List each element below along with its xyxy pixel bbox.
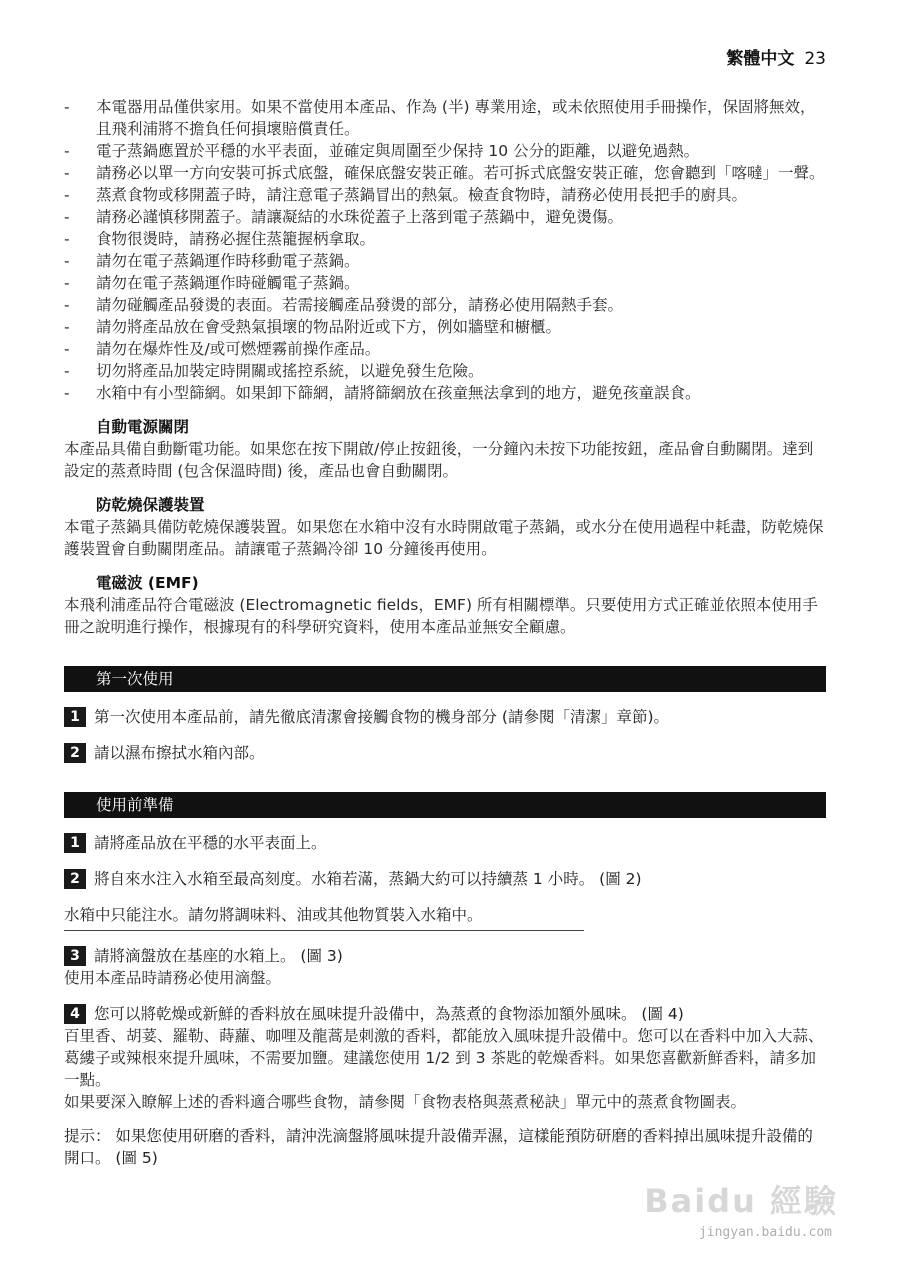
step3-note: 使用本產品時請務必使用滴盤。	[64, 969, 282, 987]
list-item: - 電子蒸鍋應置於平穩的水平表面，並確定與周圍至少保持 10 公分的距離，以避免過熱。	[64, 140, 826, 162]
first-use-section-title: 第一次使用	[64, 666, 826, 692]
list-item: - 請務必謹慎移開蓋子。請讓凝結的水珠從蓋子上落到電子蒸鍋中，避免燙傷。	[64, 206, 826, 228]
page-content	[64, 96, 826, 1169]
step-number-badge: 2	[64, 869, 86, 889]
list-item: - 水箱中有小型篩網。如果卸下篩網，請將篩網放在孩童無法拿到的地方，避免孩童誤食。	[64, 382, 826, 404]
list-item: - 蒸煮食物或移開蓋子時，請注意電子蒸鍋冒出的熱氣。檢查食物時，請務必使用長把手的廚具。	[64, 184, 826, 206]
first-use-step-2	[64, 742, 826, 764]
page-header	[726, 44, 826, 69]
prep-step-1	[64, 832, 826, 854]
step-text: 第一次使用本產品前，請先徹底清潔會接觸食物的機身部分 (請參閱「清潔」章節)。	[94, 708, 670, 726]
warning-list	[64, 96, 826, 404]
auto-off-heading: 自動電源關閉	[96, 418, 190, 436]
prep-step-4	[64, 1003, 826, 1025]
prep-step-3	[64, 945, 826, 967]
step-number-badge: 2	[64, 743, 86, 763]
list-item: - 請勿碰觸產品發燙的表面。若需接觸產品發燙的部分，請務必使用隔熱手套。	[64, 294, 826, 316]
step-text: 請將產品放在平穩的水平表面上。	[94, 834, 327, 852]
list-item: - 請務必以單一方向安裝可拆式底盤，確保底盤安裝正確。若可拆式底盤安裝正確，您會聽到「喀噠」一聲。	[64, 162, 826, 184]
dry-boil-text: 本電子蒸鍋具備防乾燒保護裝置。如果您在水箱中沒有水時開啟電子蒸鍋，或水分在使用過程中耗盡，防乾燒保護裝置會自動關閉產品。請讓電子蒸鍋冷卻 10 分鐘後再使用。	[64, 518, 824, 558]
watermark-url: jingyan.baidu.com	[698, 1225, 832, 1240]
tip-text: 提示： 如果您使用研磨的香料，請沖洗滴盤將風味提升設備弄濕，這樣能預防研磨的香料掉出風味提升設備的開口。 (圖 5)	[64, 1127, 813, 1167]
auto-off-text: 本產品具備自動斷電功能。如果您在按下開啟/停止按鈕後，一分鐘內未按下功能按鈕，產品會自動關閉。達到設定的蒸煮時間 (包含保溫時間) 後，產品也會自動關閉。	[64, 440, 814, 480]
page-number: 23	[804, 49, 826, 69]
list-item: - 請勿在電子蒸鍋運作時碰觸電子蒸鍋。	[64, 272, 826, 294]
dry-boil-heading: 防乾燒保護裝置	[96, 496, 205, 514]
baidu-watermark-logo: Baidu 經驗	[644, 1182, 838, 1220]
first-use-step-1	[64, 706, 826, 728]
water-note: 水箱中只能注水。請勿將調味料、油或其他物質裝入水箱中。	[64, 904, 584, 931]
step-number-badge: 1	[64, 833, 86, 853]
list-item: - 食物很燙時，請務必握住蒸籠握柄拿取。	[64, 228, 826, 250]
list-item: - 請勿在電子蒸鍋運作時移動電子蒸鍋。	[64, 250, 826, 272]
list-item: - 請勿在爆炸性及/或可燃煙霧前操作產品。	[64, 338, 826, 360]
step-text: 請將滴盤放在基座的水箱上。 (圖 3)	[94, 947, 343, 965]
step-text: 將自來水注入水箱至最高刻度。水箱若滿，蒸鍋大約可以持續蒸 1 小時。 (圖 2)	[94, 870, 642, 888]
list-item: - 本電器用品僅供家用。如果不當使用本產品、作為 (半) 專業用途，或未依照使用手冊操作，保固將無效，且飛利浦將不擔負任何損壞賠償責任。	[64, 96, 826, 140]
step-text: 您可以將乾燥或新鮮的香料放在風味提升設備中，為蒸煮的食物添加額外風味。 (圖 4)	[94, 1005, 684, 1023]
list-item: - 切勿將產品加裝定時開關或搖控系統，以避免發生危險。	[64, 360, 826, 382]
step4-note-reference: 如果要深入瞭解上述的香料適合哪些食物，請參閱「食物表格與蒸煮秘訣」單元中的蒸煮食物圖表。	[64, 1093, 747, 1111]
emf-heading: 電磁波 (EMF)	[96, 574, 199, 592]
emf-text: 本飛利浦產品符合電磁波 (Electromagnetic fields，EMF) 所有相關標準。只要使用方式正確並依照本使用手冊之說明進行操作，根據現有的科學研究資料，使用本產品並無安全顧慮。	[64, 596, 818, 636]
prep-section-title: 使用前準備	[64, 792, 826, 818]
step-number-badge: 4	[64, 1004, 86, 1024]
step4-note-spices: 百里香、胡荽、羅勒、蒔蘿、咖哩及龍蒿是刺激的香料，都能放入風味提升設備中。您可以在香料中加入大蒜、葛縷子或辣根來提升風味，不需要加鹽。建議您使用 1/2 到 3 茶匙的乾燥香料。如果您喜歡新鮮香料，請多加一點。	[64, 1027, 824, 1089]
prep-step-2	[64, 868, 826, 890]
step-number-badge: 3	[64, 946, 86, 966]
list-item: - 請勿將產品放在會受熱氣損壞的物品附近或下方，例如牆壁和櫥櫃。	[64, 316, 826, 338]
step-text: 請以濕布擦拭水箱內部。	[94, 744, 265, 762]
language-label: 繁體中文	[726, 49, 795, 69]
step-number-badge: 1	[64, 707, 86, 727]
